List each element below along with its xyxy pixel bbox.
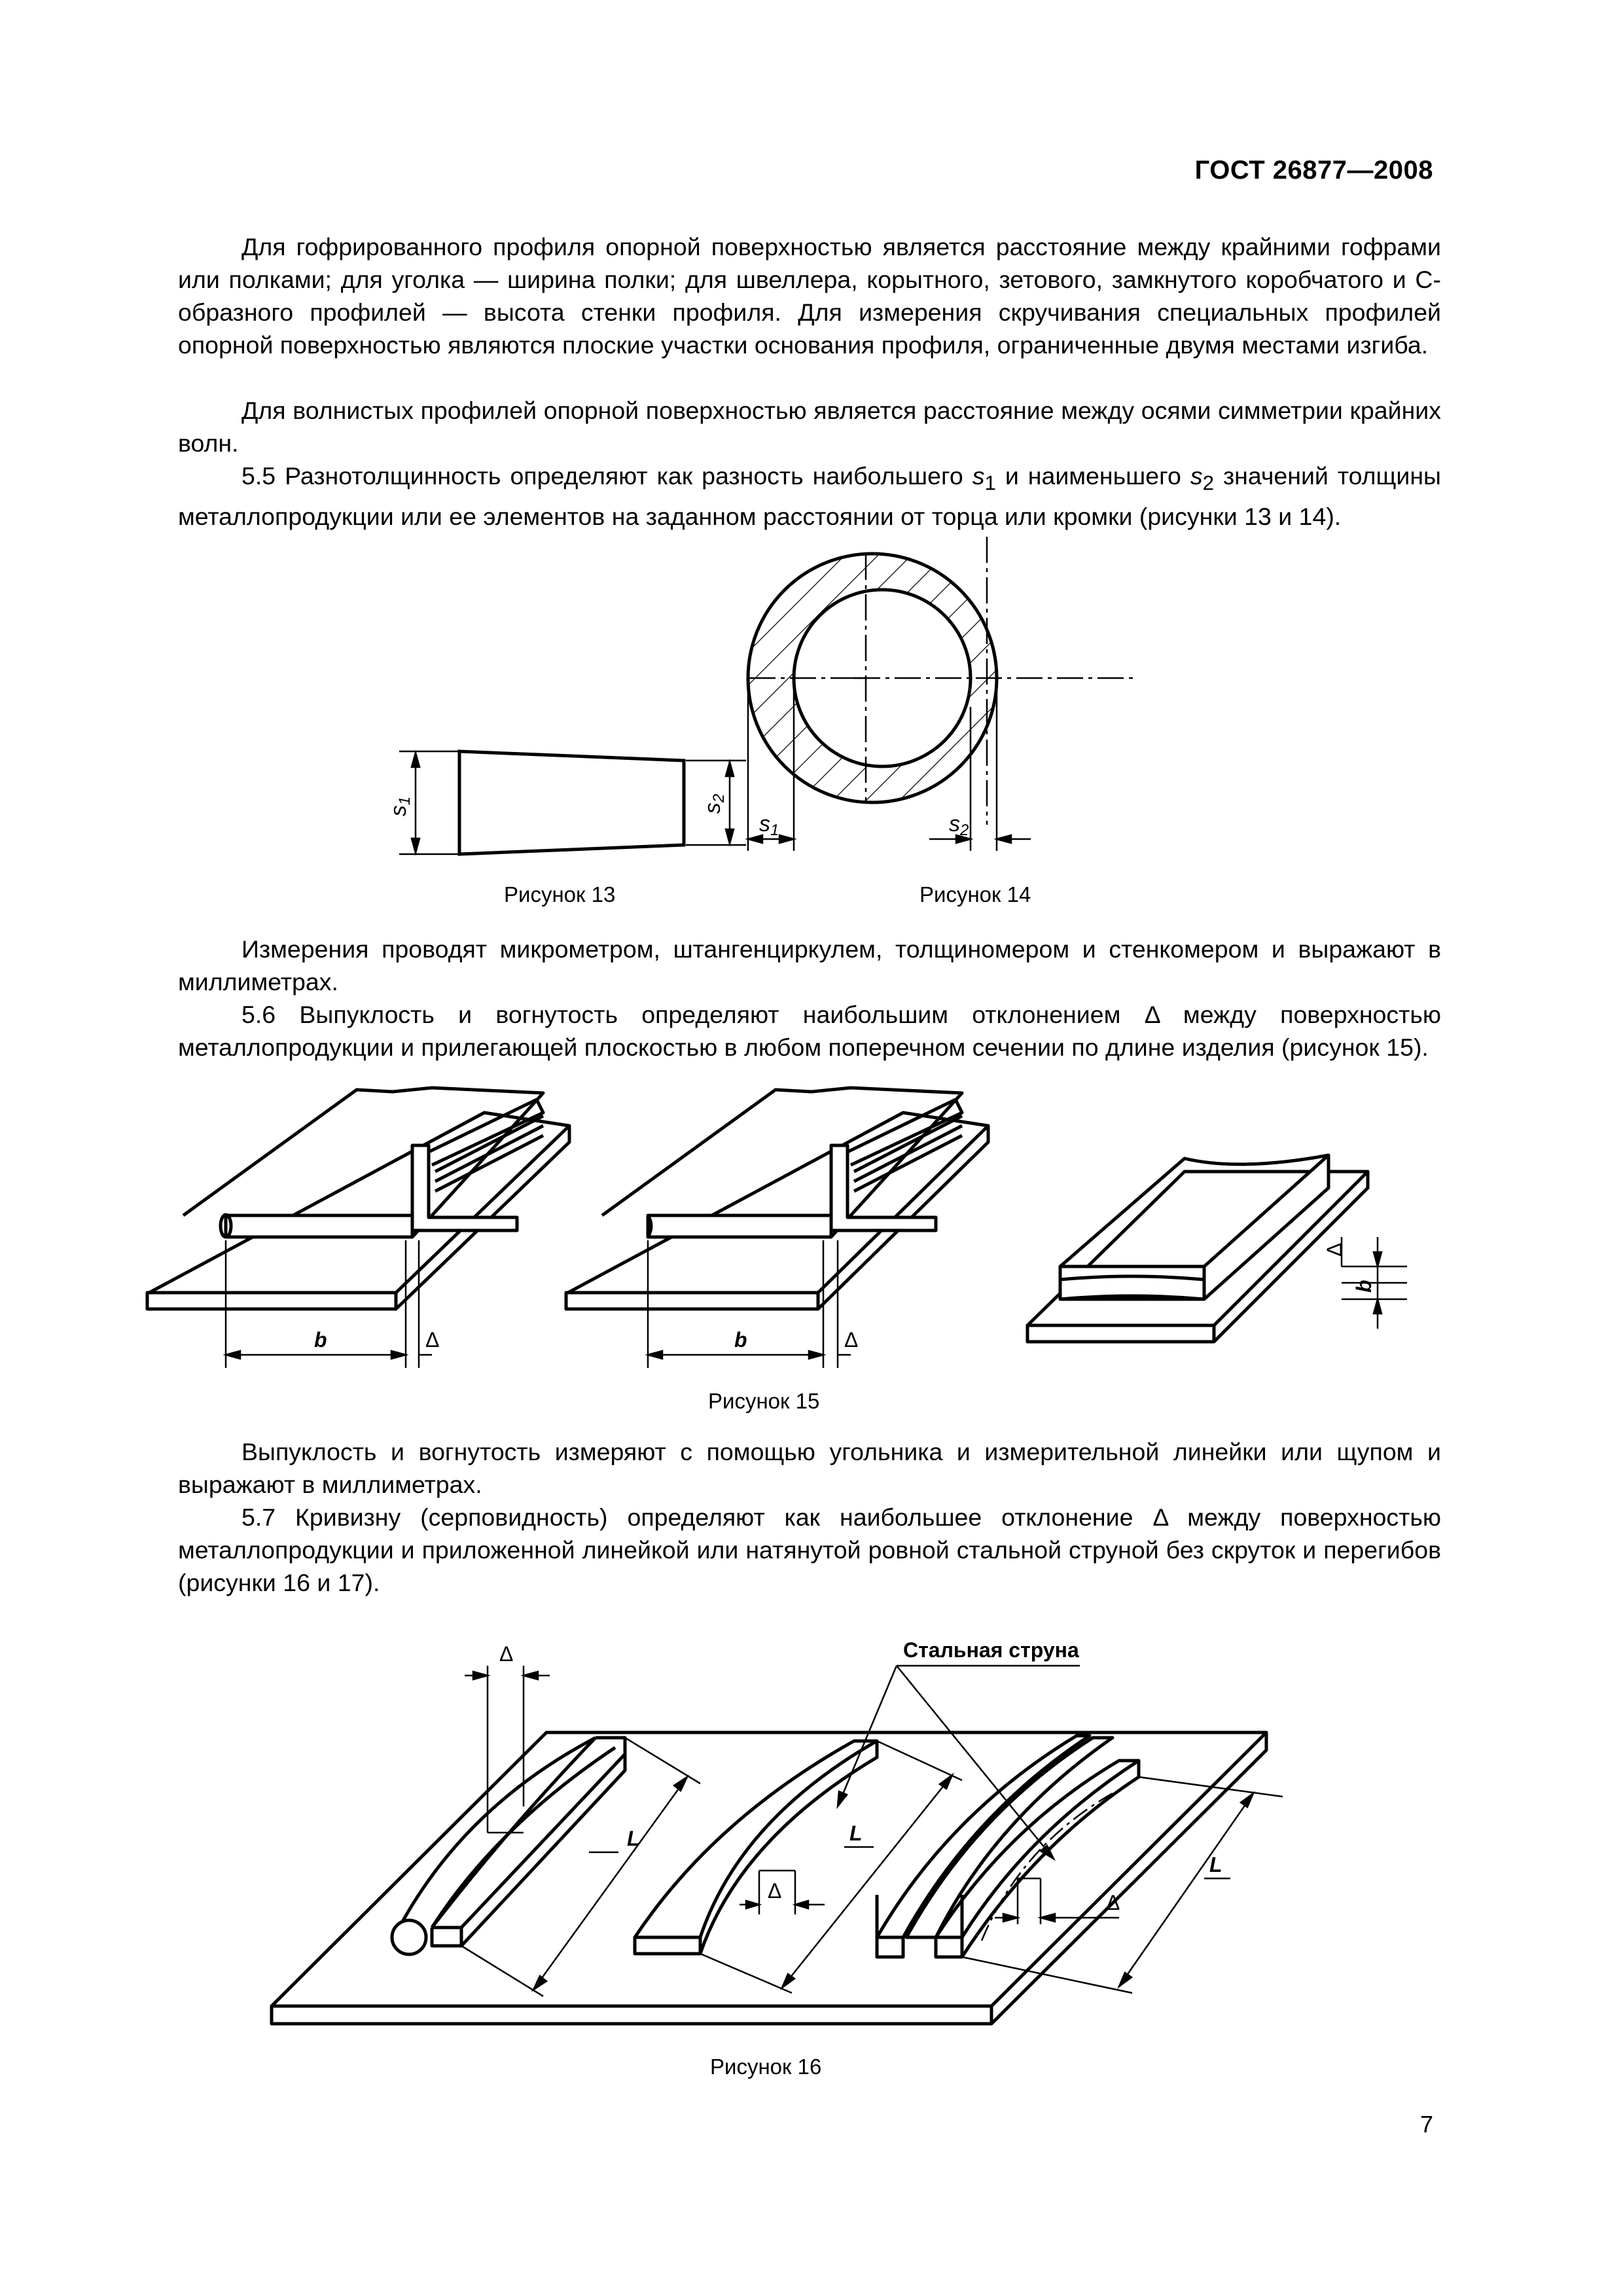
delta-label-left: Δ [425, 1328, 440, 1352]
b-label-middle: b [734, 1328, 747, 1352]
L-label-fig16-right: L [1209, 1853, 1222, 1876]
page-number: 7 [1419, 2111, 1433, 2138]
delta-label-fig16-left: Δ [499, 1642, 514, 1666]
paragraph-5-6: 5.6 Выпуклость и вогнутость определяют наибольшим отклонением Δ между поверхностью металлопродукции и прилегающей плоскостью в любом поперечном сечении по длине изделия (рисунок 15). [178, 1001, 1441, 1061]
b-label-right: b [1352, 1280, 1376, 1293]
figure-15-caption: Рисунок 15 [708, 1389, 820, 1413]
delta-label-right: Δ [1323, 1242, 1346, 1257]
s2-label-fig14: s2 [949, 812, 969, 839]
paragraph-measurement-tools: Измерения проводят микрометром, штангенциркулем, толщиномером и стенкомером и выражают в миллиметрах. [178, 935, 1441, 996]
figure-14-caption: Рисунок 14 [919, 882, 1031, 906]
s1-label-fig14: s1 [759, 812, 779, 839]
delta-label-fig16-right: Δ [1106, 1891, 1120, 1914]
paragraph-corrugated-profile: Для гофрированного профиля опорной поверхностью является расстояние между крайними гофрами или полками; для уголка — ширина полки; для швеллера, корытного, зетового, замкнутого коробчатого и С-образного профилей — высота стенки профиля. Для измерения скручивания специальных профилей опорной поверхностью являются плоские участки основания профиля, ограниченные двумя местами изгиба. [178, 233, 1441, 359]
paragraph-measure-convexity: Выпуклость и вогнутость измеряют с помощью угольника и измерительной линейки или щупом и выражают в миллиметрах. [178, 1438, 1441, 1498]
s2-label-fig13: s2 [700, 793, 728, 814]
delta-label-middle: Δ [844, 1328, 859, 1352]
L-label-fig16-middle: L [849, 1821, 863, 1845]
paragraph-5-5: 5.5 Разнотолщинность определяют как разность наибольшего $s_1$ и наименьшего $s_2$ значений толщины металлопродукции или ее элементов на заданном расстоянии от торца или кромки (рисунки 13 и 14). [178, 462, 1441, 530]
document-number: ГОСТ 26877—2008 [1194, 156, 1433, 185]
figure-13-caption: Рисунок 13 [504, 882, 616, 906]
paragraph-5-7: 5.7 Кривизну (серповидность) определяют как наибольшее отклонение Δ между поверхностью металлопродукции и приложенной линейкой или натянутой ровной стальной струной без скруток и перегибов (рисунки 16 и 17). [178, 1503, 1441, 1596]
steel-string-label: Стальная струна [903, 1638, 1079, 1662]
s1-label-fig13: s1 [386, 796, 414, 817]
delta-label-fig16-middle: Δ [768, 1879, 782, 1903]
figure-16-caption: Рисунок 16 [710, 2054, 822, 2079]
paragraph-wavy-profile: Для волнистых профилей опорной поверхностью является расстояние между осями симметрии крайних волн. [178, 397, 1441, 457]
b-label-left: b [314, 1328, 327, 1352]
L-label-fig16-left: L [627, 1827, 640, 1850]
